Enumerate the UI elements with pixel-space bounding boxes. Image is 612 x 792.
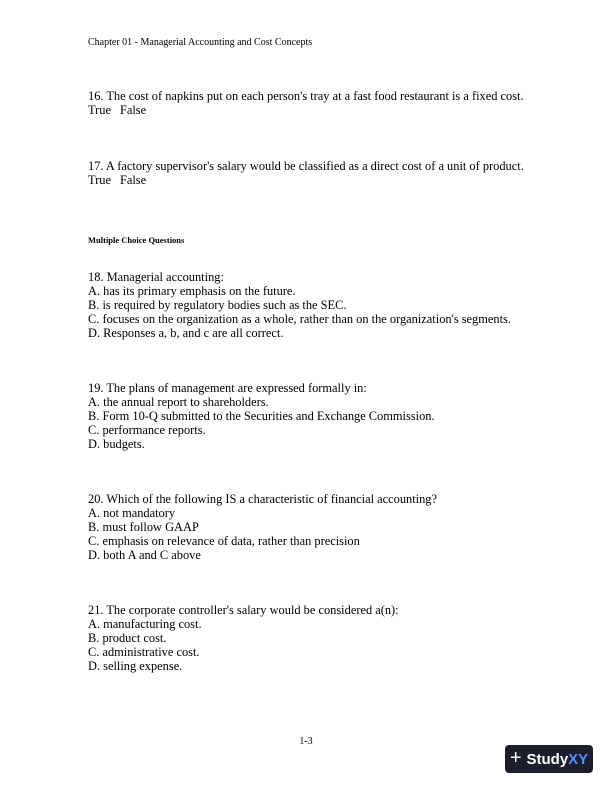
option-b[interactable]: B. must follow GAAP: [88, 519, 199, 534]
page-number: 1-3: [299, 736, 313, 747]
true-false-options: [88, 104, 524, 118]
true-false-options: [88, 174, 524, 188]
option-c[interactable]: C. performance reports.: [88, 422, 206, 437]
true-option[interactable]: True: [88, 102, 111, 117]
question-16: [88, 90, 524, 118]
question-text: 20. Which of the following IS a characteristic of financial accounting?: [88, 492, 437, 506]
question-text: 19. The plans of management are expressed formally in:: [88, 381, 367, 395]
option-a[interactable]: A. has its primary emphasis on the future.: [88, 283, 296, 298]
option-b[interactable]: B. Form 10-Q submitted to the Securities and Exchange Commission.: [88, 408, 435, 423]
option-c[interactable]: C. focuses on the organization as a whole, rather than on the organization's segments.: [88, 311, 511, 326]
option-d[interactable]: D. both A and C above: [88, 547, 201, 562]
question-21: [88, 604, 399, 674]
option-d[interactable]: D. budgets.: [88, 436, 145, 451]
option-a[interactable]: A. not mandatory: [88, 505, 176, 520]
false-option[interactable]: False: [119, 102, 147, 117]
option-a[interactable]: A. the annual report to shareholders.: [88, 394, 269, 409]
question-17: [88, 160, 524, 188]
question-19: [88, 382, 435, 452]
option-d[interactable]: D. selling expense.: [88, 658, 183, 673]
option-d[interactable]: D. Responses a, b, and c are all correct.: [88, 325, 284, 340]
brand-accent: XY: [568, 750, 589, 768]
option-b[interactable]: B. product cost.: [88, 630, 167, 645]
question-20: [88, 493, 437, 563]
question-text: 16. The cost of napkins put on each person's tray at a fast food restaurant is a fixed cost.: [88, 89, 524, 103]
brand-main: Study: [526, 750, 569, 768]
chapter-header: Chapter 01 - Managerial Accounting and Cost Concepts: [88, 37, 313, 48]
question-text: 17. A factory supervisor's salary would be classified as a direct cost of a unit of product.: [88, 159, 524, 173]
option-b[interactable]: B. is required by regulatory bodies such as the SEC.: [88, 297, 347, 312]
question-18: [88, 271, 511, 341]
question-text: 21. The corporate controller's salary would be considered a(n):: [88, 603, 399, 617]
question-text: 18. Managerial accounting:: [88, 270, 224, 284]
studyxy-badge[interactable]: [505, 745, 593, 773]
option-c[interactable]: C. administrative cost.: [88, 644, 200, 659]
false-option[interactable]: False: [119, 172, 147, 187]
section-title: Multiple Choice Questions: [88, 235, 185, 245]
option-c[interactable]: C. emphasis on relevance of data, rather than precision: [88, 533, 360, 548]
plus-icon: +: [509, 747, 522, 769]
option-a[interactable]: A. manufacturing cost.: [88, 616, 202, 631]
true-option[interactable]: True: [88, 172, 111, 187]
